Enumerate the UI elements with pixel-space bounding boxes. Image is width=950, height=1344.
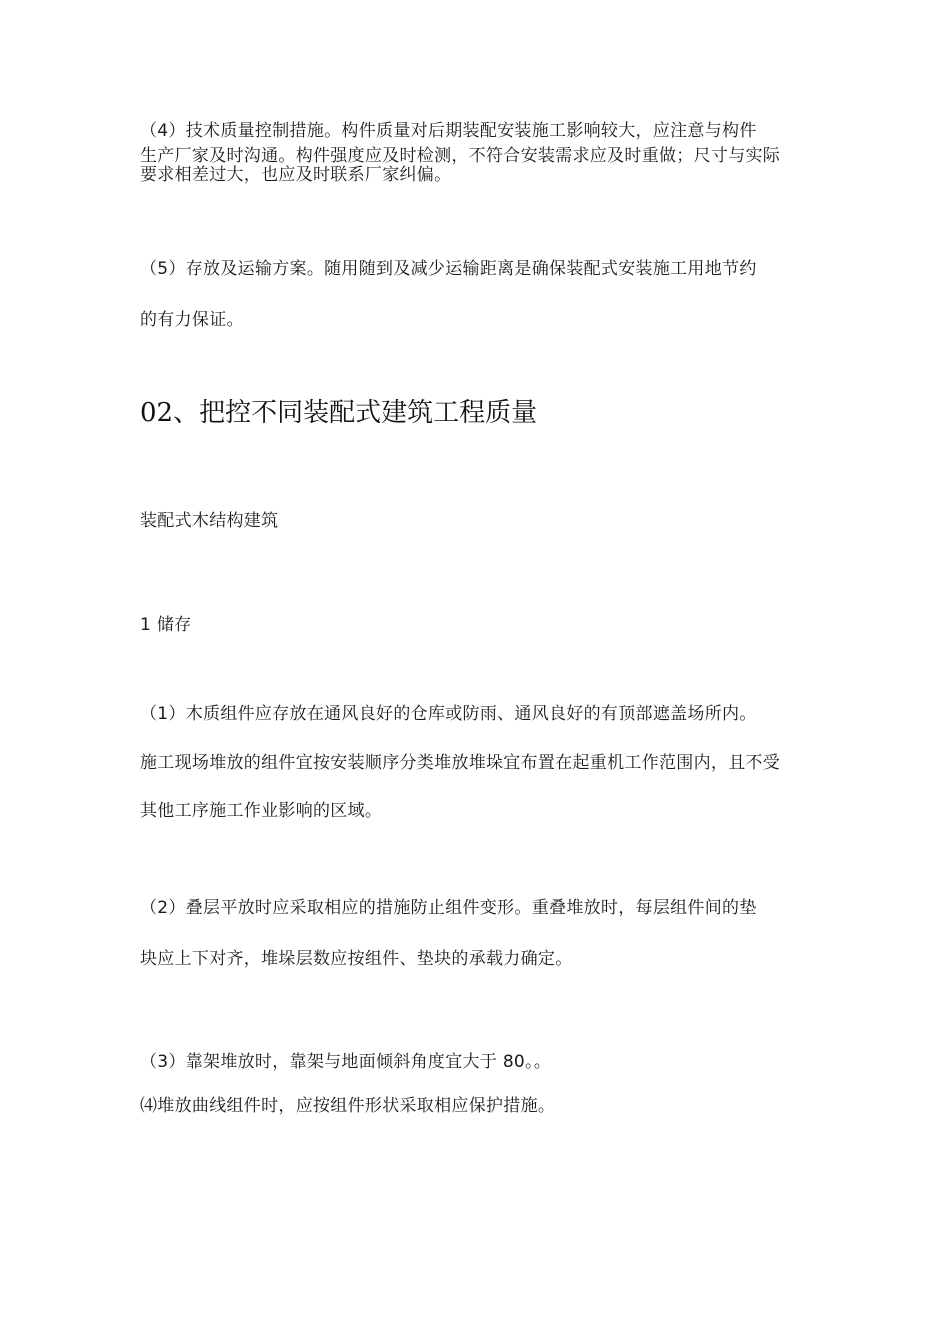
paragraph-4-line-1: （4）技术质量控制措施。构件质量对后期装配安装施工影响较大，应注意与构件 — [140, 121, 757, 141]
paragraph-5-line-2: 的有力保证。 — [140, 310, 244, 330]
storage-item-2-line-1: （2）叠层平放时应采取相应的措施防止组件变形。重叠堆放时，每层组件间的垫 — [140, 898, 757, 918]
storage-item-3: （3）靠架堆放时，靠架与地面倾斜角度宜大于 80。。 — [140, 1052, 552, 1072]
subheading: 装配式木结构建筑 — [140, 511, 279, 531]
section-heading: 02、把控不同装配式建筑工程质量 — [140, 398, 538, 428]
paragraph-4-line-2: 生产厂家及时沟通。构件强度应及时检测，不符合安装需求应及时重做；尺寸与实际 — [140, 146, 781, 166]
section-title: 1 储存 — [140, 615, 192, 635]
storage-item-1-line-3: 其他工序施工作业影响的区域。 — [140, 801, 383, 821]
paragraph-5-line-1: （5）存放及运输方案。随用随到及减少运输距离是确保装配式安装施工用地节约 — [140, 259, 757, 279]
storage-item-1-line-2: 施工现场堆放的组件宜按安装顺序分类堆放堆垛宜布置在起重机工作范围内，且不受 — [140, 753, 781, 773]
storage-item-4: ⑷堆放曲线组件时，应按组件形状采取相应保护措施。 — [140, 1096, 556, 1116]
storage-item-2-line-2: 块应上下对齐，堆垛层数应按组件、垫块的承载力确定。 — [140, 949, 573, 969]
paragraph-4-line-3: 要求相差过大，也应及时联系厂家纠偏。 — [140, 165, 452, 185]
storage-item-1-line-1: （1）木质组件应存放在通风良好的仓库或防雨、通风良好的有顶部遮盖场所内。 — [140, 704, 757, 724]
